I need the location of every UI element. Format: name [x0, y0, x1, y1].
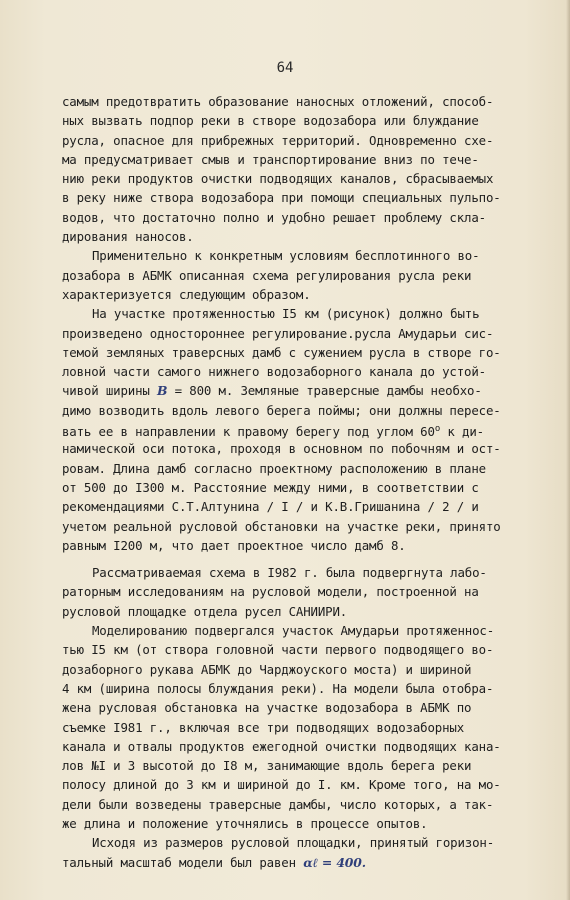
text-line: димо возводить вдоль левого берега поймы; они должны пересе- — [62, 402, 501, 418]
text-line: канала и отвалы продуктов ежегодной очистки подводящих кана- — [62, 738, 501, 754]
text-line: ма предусматривает смыв и транспортирование вниз по тече- — [62, 151, 479, 167]
document-body — [62, 92, 524, 872]
text-line: раторным исследованиям на русловой модели, построенной на — [62, 584, 479, 600]
text-line: Применительно к конкретным условиям бесплотинного во- — [92, 248, 480, 264]
text-line: Исходя из размеров русловой площадки, принятый горизон- — [92, 835, 495, 851]
text-line: русла, опасное для прибрежных территорий. Одновременно схе- — [62, 132, 494, 148]
page-number: 64 — [276, 60, 294, 76]
text-line: Рассматриваемая схема в I982 г. была подвергнута лабо- — [92, 565, 487, 581]
width-symbol: В — [157, 383, 168, 399]
text-line-with-degree — [62, 420, 524, 439]
text-fragment: чивой ширины — [62, 383, 150, 399]
text-line: нию реки продуктов очистки подводящих каналов, сбрасываемых — [62, 171, 494, 187]
text-line: тью I5 км (от створа головной части первого подводящего во- — [62, 642, 494, 658]
text-line: же длина и положение уточнялись в процессе опытов. — [62, 815, 428, 831]
text-line: водов, что достаточно полно и удобно решает проблему скла- — [62, 209, 486, 225]
text-fragment: = 800 м. Земляные траверсные дамбы необхо- — [167, 383, 482, 399]
text-line: от 500 до I300 м. Расстояние между ними, в соответствии с — [62, 479, 479, 495]
text-line-with-symbol — [62, 381, 524, 400]
text-line: съемке I981 г., включая все три подводящих водозаборных — [62, 719, 465, 735]
text-line: произведено одностороннее регулирование.русла Амударьи сис- — [62, 325, 494, 341]
degree-sign: о — [434, 424, 441, 435]
text-line: На участке протяженностью I5 км (рисунок) должно быть — [92, 306, 480, 322]
text-line: дирования наносов. — [62, 229, 194, 245]
scale-formula: αℓ = 400. — [303, 854, 366, 870]
text-line: ровам. Длина дамб согласно проектному расположению в плане — [62, 460, 486, 476]
text-line: Моделированию подвергался участок Амударьи протяженнос- — [92, 623, 495, 639]
text-line: дозаборного рукава АБМК до Чарджоуского моста) и шириной — [62, 661, 472, 677]
text-line: равным I200 м, что дает проектное число дамб 8. — [62, 537, 406, 553]
text-line: 4 км (ширина полосы блуждания реки). На модели была отобра- — [62, 680, 494, 696]
text-line: характеризуется следующим образом. — [62, 286, 311, 302]
text-line: учетом реальной русловой обстановки на участке реки, принято — [62, 518, 501, 534]
text-line-with-formula — [62, 853, 524, 872]
page-edge-shadow — [566, 0, 570, 900]
text-line: дели были возведены траверсные дамбы, число которых, а так- — [62, 796, 494, 812]
text-line: дозабора в АБМК описанная схема регулирования русла реки — [62, 267, 472, 283]
text-line: рекомендациями С.Т.Алтунина / I / и К.В.Гришанина / 2 / и — [62, 499, 479, 515]
text-line: самым предотвратить образование наносных отложений, способ- — [62, 94, 494, 109]
text-line: жена русловая обстановка на участке водозабора в АБМК по — [62, 700, 472, 716]
text-line: темой земляных траверсных дамб с сужением русла в створе го- — [62, 344, 501, 360]
text-line: лов №I и 3 высотой до I8 м, занимающие вдоль берега реки — [62, 758, 472, 774]
text-line: ловной части самого нижнего водозаборного канала до устой- — [62, 364, 486, 380]
text-fragment: к ди- — [440, 424, 484, 440]
paragraph-gap — [62, 555, 524, 563]
text-fragment: тальный масштаб модели был равен — [62, 854, 296, 870]
text-line: ных вызвать подпор реки в створе водозабора или блуждание — [62, 113, 479, 129]
text-line: в реку ниже створа водозабора при помощи специальных пульпо- — [62, 190, 501, 206]
text-line: русловой площадке отдела русел САНИИРИ. — [62, 603, 348, 619]
text-fragment: вать ее в направлении к правому берегу под углом 60 — [62, 424, 435, 440]
text-line: полосу длиной до 3 км и шириной до I. км. Кроме того, на мо- — [62, 777, 501, 793]
text-line: намической оси потока, проходя в основном по побочням и ост- — [62, 441, 501, 457]
